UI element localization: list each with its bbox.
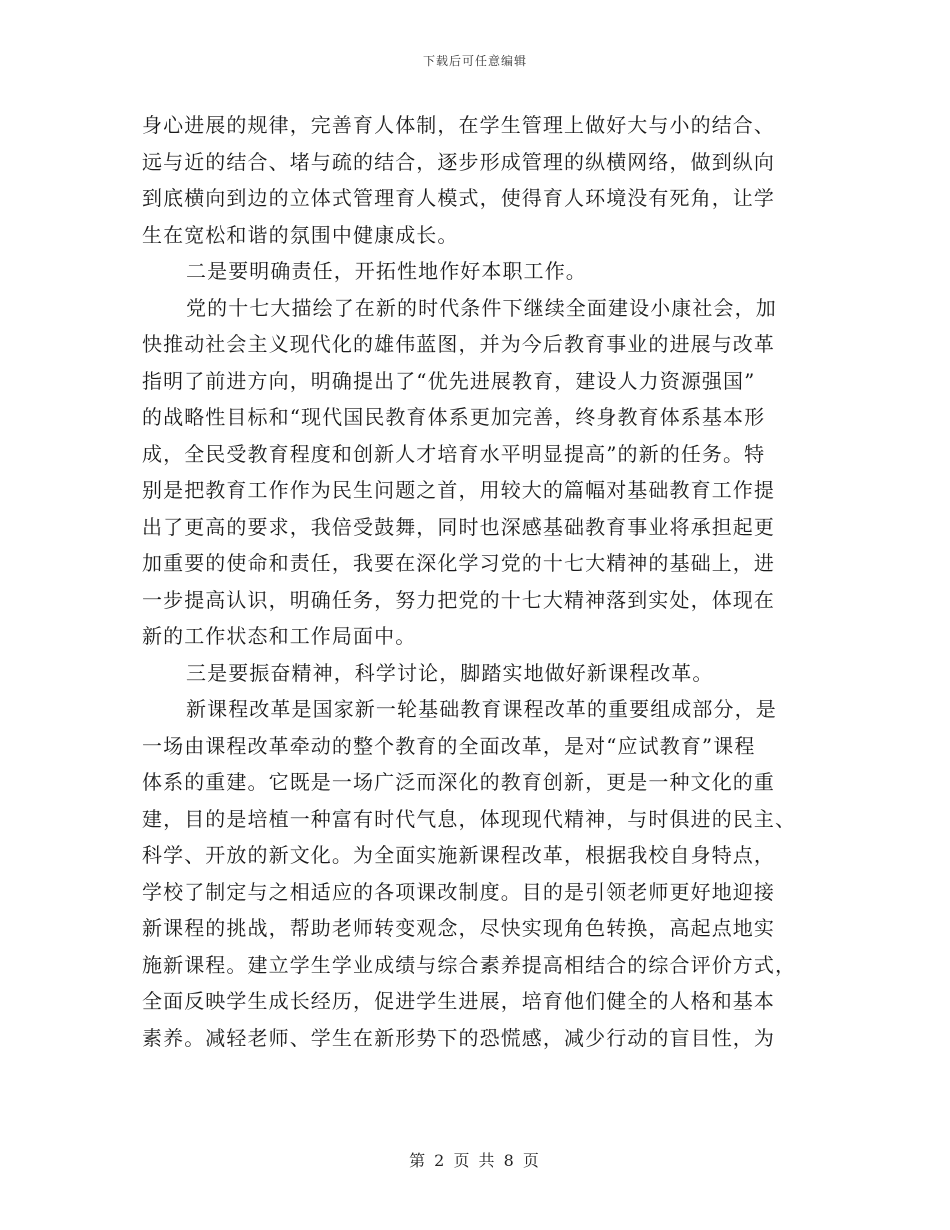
text-line: 全面反映学生成长经历，促进学生进展，培育他们健全的人格和基本	[142, 989, 775, 1013]
text-line: 到底横向到边的立体式管理育人模式，使得育人环境没有死角，让学	[142, 186, 775, 210]
text-line: 体系的重建。它既是一场广泛而深化的教育创新，更是一种文化的重	[142, 770, 775, 794]
text-line: 新的工作状态和工作局面中。	[142, 624, 417, 648]
text-line: 一步提高认识，明确任务，努力把党的十七大精神落到实处，体现在	[142, 587, 775, 612]
text-line: 建，目的是培植一种富有时代气息，体现现代精神，与时俱进的民主、	[142, 806, 797, 831]
document-body	[142, 107, 802, 1056]
text-line: 指明了前进方向，明确提出了“优先进展教育，建设人力资源强国”	[142, 368, 756, 393]
text-line: 别是把教育工作作为民生问题之首，用较大的篇幅对基础教育工作提	[142, 478, 775, 502]
text-line: 生在宽松和谐的氛围中健康成长。	[142, 222, 459, 247]
text-line: 加重要的使命和责任，我要在深化学习党的十七大精神的基础上，进	[142, 551, 775, 575]
text-line: 三是要振奋精神，科学讨论，脚踏实地做好新课程改革。	[186, 660, 714, 685]
text-line: 科学、开放的新文化。为全面实施新课程改革，根据我校自身特点，	[142, 843, 775, 867]
text-line: 学校了制定与之相适应的各项课改制度。目的是引领老师更好地迎接	[142, 879, 775, 904]
text-line: 一场由课程改革牵动的整个教育的全面改革，是对“应试教育”课程	[142, 733, 756, 758]
text-line: 的战略性目标和“现代国民教育体系更加完善，终身教育体系基本形	[142, 405, 766, 429]
text-line: 出了更高的要求，我倍受鼓舞，同时也深感基础教育事业将承担起更	[142, 514, 775, 539]
text-line: 新课程改革是国家新一轮基础教育课程改革的重要组成部分，是	[186, 697, 777, 721]
page-number: 第 2 页 共 8 页	[409, 1151, 541, 1170]
text-line: 身心进展的规律，完善育人体制，在学生管理上做好大与小的结合、	[142, 113, 775, 137]
text-line: 素养。减轻老师、学生在新形势下的恐慌感，减少行动的盲目性，为	[142, 1025, 775, 1050]
page-header: 下载后可任意编辑	[422, 54, 527, 68]
text-line: 成，全民受教育程度和创新人才培育水平明显提高”的新的任务。特	[142, 441, 766, 466]
text-line: 二是要明确责任，开拓性地作好本职工作。	[186, 259, 587, 283]
text-line: 施新课程。建立学生学业成绩与综合素养提高相结合的综合评价方式，	[142, 952, 797, 977]
text-line: 新课程的挑战，帮助老师转变观念，尽快实现角色转换，高起点地实	[142, 916, 775, 940]
text-line: 党的十七大描绘了在新的时代条件下继续全面建设小康社会，加	[186, 295, 777, 320]
text-line: 远与近的结合、堵与疏的结合，逐步形成管理的纵横网络，做到纵向	[142, 149, 775, 174]
text-line: 快推动社会主义现代化的雄伟蓝图，并为今后教育事业的进展与改革	[142, 332, 775, 356]
